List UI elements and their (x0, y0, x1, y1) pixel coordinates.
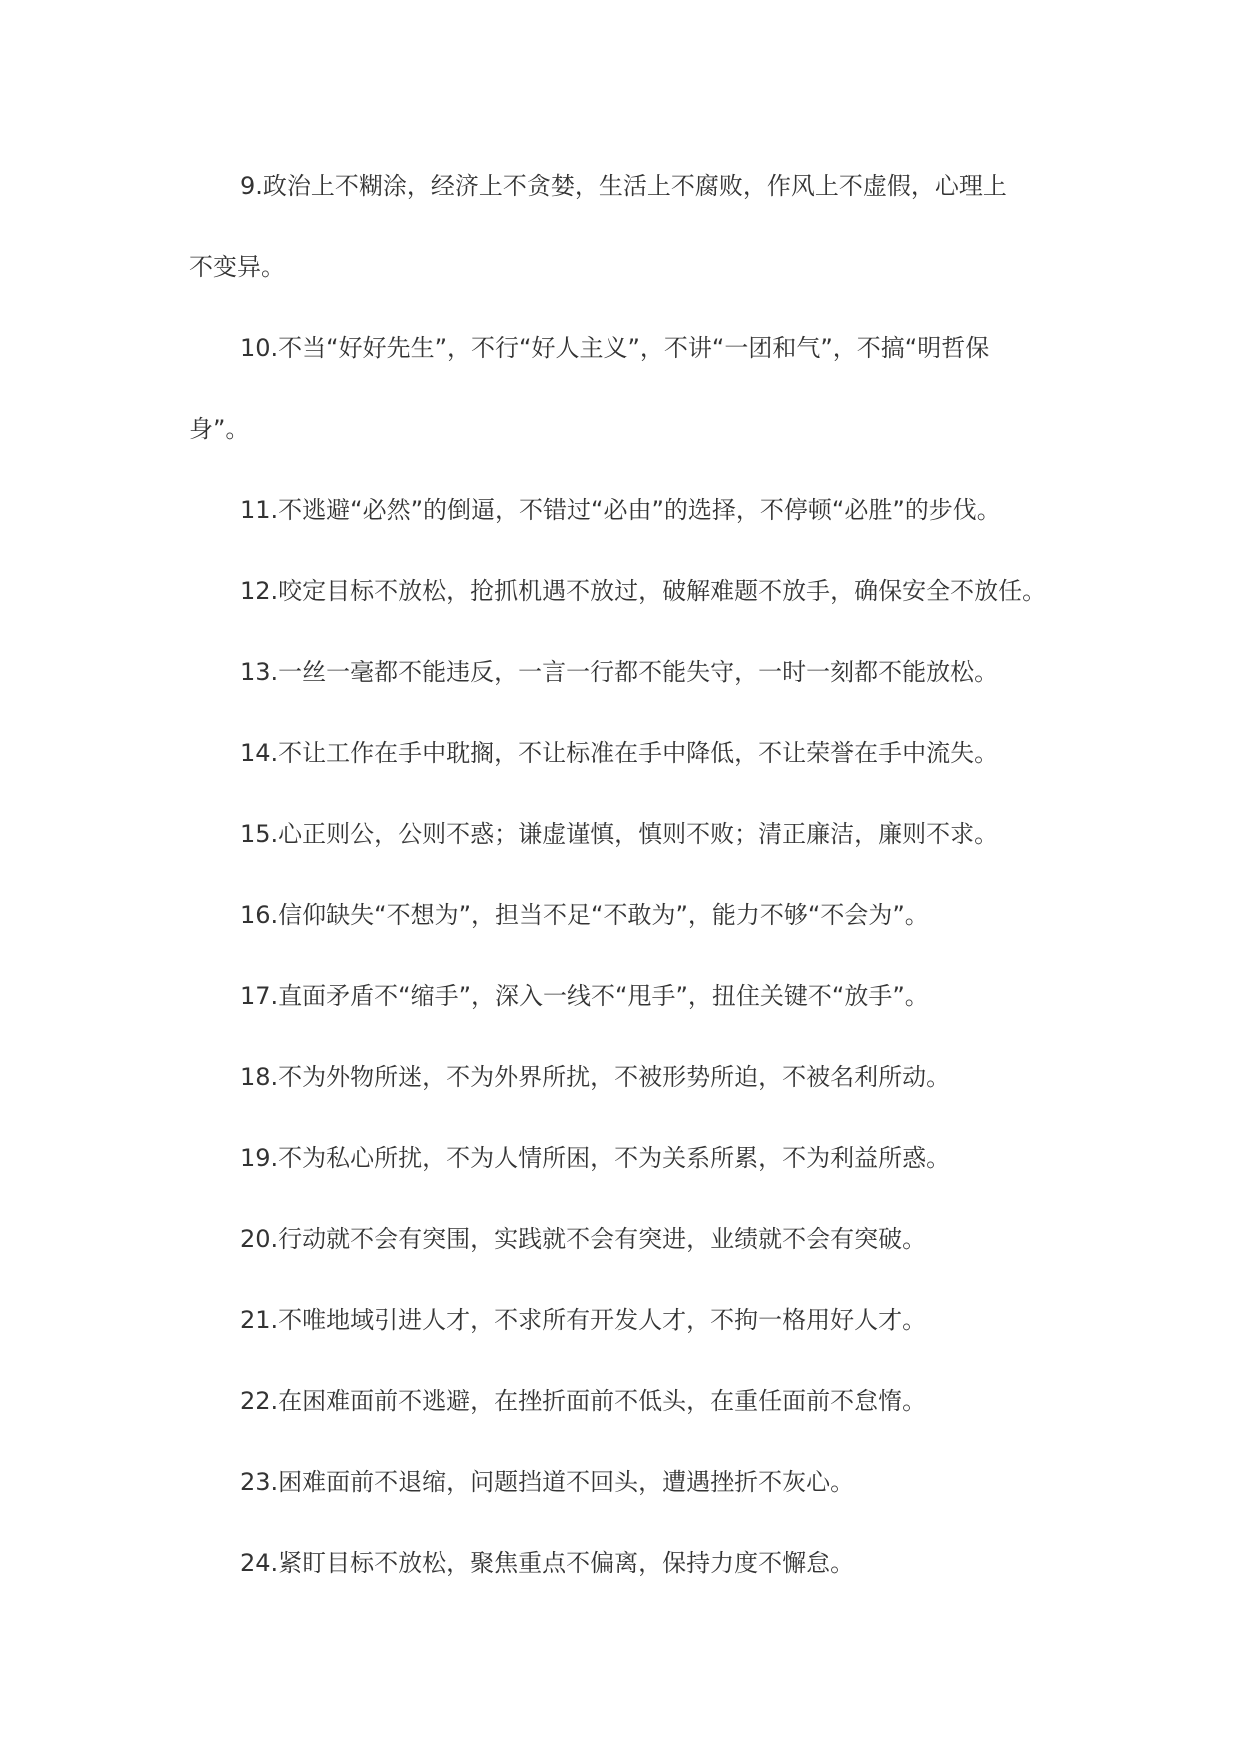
list-item-line: 20.行动就不会有突围，实践就不会有突进，业绩就不会有突破。 (240, 1225, 927, 1253)
list-item-line: 22.在困难面前不逃避，在挫折面前不低头，在重任面前不怠惰。 (240, 1387, 927, 1415)
list-item (189, 492, 1071, 528)
list-item-line: 21.不唯地域引进人才，不求所有开发人才，不拘一格用好人才。 (240, 1306, 927, 1334)
list-item (189, 897, 1071, 933)
list-item-line: 11.不逃避“必然”的倒逼，不错过“必由”的选择，不停顿“必胜”的步伐。 (240, 496, 1001, 524)
list-item (189, 330, 1071, 447)
list-item-line: 17.直面矛盾不“缩手”，深入一线不“甩手”，扭住关键不“放手”。 (240, 982, 929, 1010)
list-item (189, 573, 1071, 609)
list-item-line: 14.不让工作在手中耽搁，不让标准在手中降低，不让荣誉在手中流失。 (240, 739, 999, 767)
list-item (189, 1059, 1071, 1095)
list-item-line: 24.紧盯目标不放松，聚焦重点不偏离，保持力度不懈怠。 (240, 1549, 855, 1577)
list-item (189, 1140, 1071, 1176)
list-item (189, 1302, 1071, 1338)
list-item-line: 16.信仰缺失“不想为”，担当不足“不敢为”，能力不够“不会为”。 (240, 901, 929, 929)
list-item-line: 10.不当“好好先生”，不行“好人主义”，不讲“一团和气”，不搞“明哲保 (240, 334, 990, 362)
list-item (189, 168, 1071, 285)
list-item (189, 816, 1071, 852)
list-item-line: 18.不为外物所迷，不为外界所扰，不被形势所迫，不被名利所动。 (240, 1063, 951, 1091)
list-item (189, 1464, 1071, 1500)
list-item-line: 19.不为私心所扰，不为人情所困，不为关系所累，不为利益所惑。 (240, 1144, 951, 1172)
list-item-line: 不变异。 (189, 253, 285, 281)
list-item-line: 23.困难面前不退缩，问题挡道不回头，遭遇挫折不灰心。 (240, 1468, 855, 1496)
list-item (189, 735, 1071, 771)
list-item-line: 15.心正则公，公则不惑；谦虚谨慎，慎则不败；清正廉洁，廉则不求。 (240, 820, 999, 848)
list-item (189, 654, 1071, 690)
list-item (189, 978, 1071, 1014)
list-item (189, 1383, 1071, 1419)
document-body (189, 168, 1071, 1626)
list-item (189, 1221, 1071, 1257)
list-item-line: 12.咬定目标不放松，抢抓机遇不放过，破解难题不放手，确保安全不放任。 (240, 577, 1047, 605)
list-item (189, 1545, 1071, 1581)
list-item-line: 9.政治上不糊涂，经济上不贪婪，生活上不腐败，作风上不虚假，心理上 (240, 172, 1007, 200)
list-item-line: 身”。 (189, 415, 250, 443)
list-item-line: 13.一丝一毫都不能违反，一言一行都不能失守，一时一刻都不能放松。 (240, 658, 999, 686)
